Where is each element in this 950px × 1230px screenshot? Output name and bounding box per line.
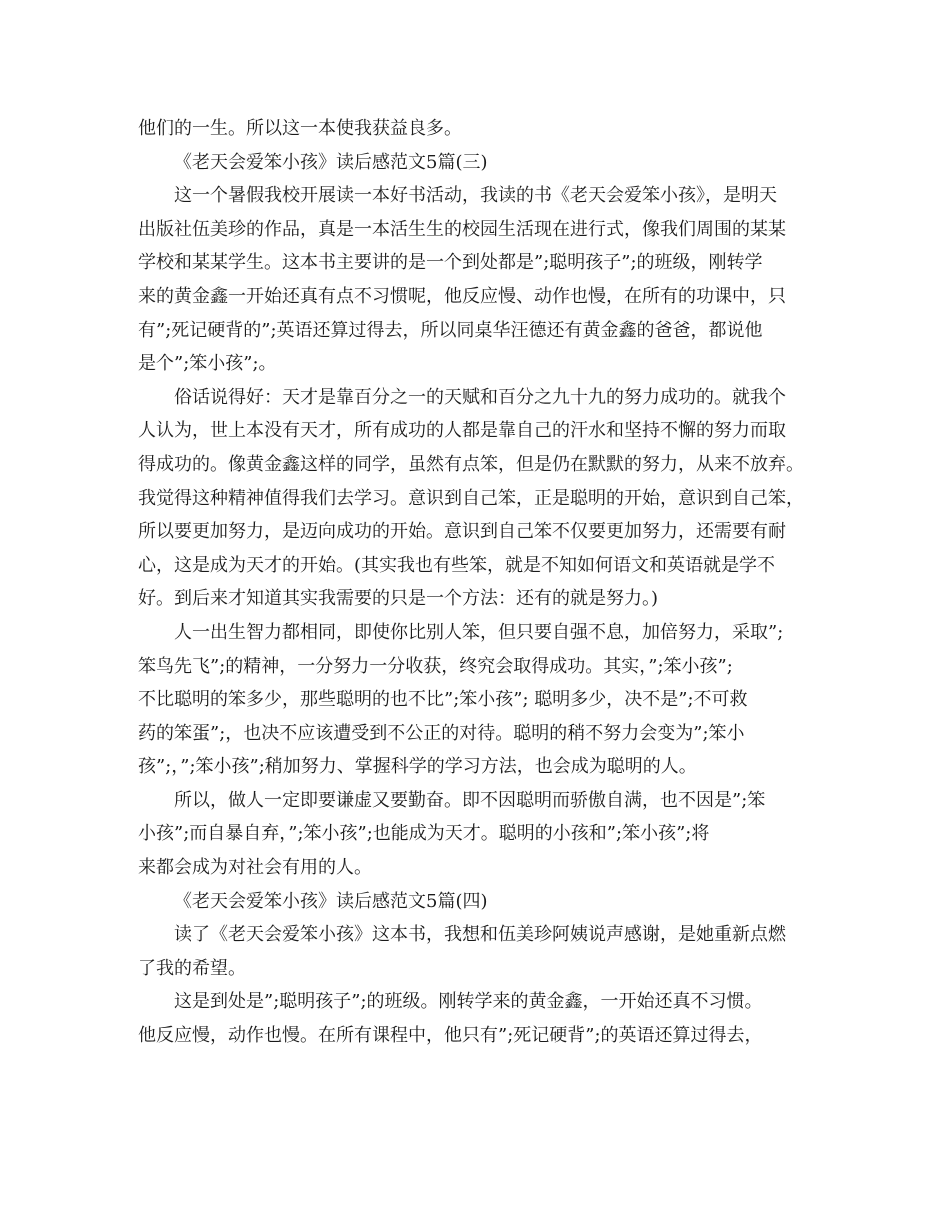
text-line: 孩”;，”;笨小孩”;稍加努力、掌握科学的学习方法，也会成为聪明的人。 xyxy=(138,756,697,778)
text-line: 俗话说得好：天才是靠百分之一的天赋和百分之九十九的努力成功的。就我个 xyxy=(174,386,786,408)
text-line: 有”;死记硬背的”;英语还算过得去，所以同桌华汪德还有黄金鑫的爸爸，都说他 xyxy=(138,319,763,341)
text-line: 好。到后来才知道其实我需要的只是一个方法：还有的就是努力。) xyxy=(138,588,659,610)
text-line: 小孩”;而自暴自弃，”;笨小孩”;也能成为天才。聪明的小孩和”;笨小孩”;将 xyxy=(138,823,710,845)
document-body xyxy=(138,112,814,1053)
text-line: 来都会成为对社会有用的人。 xyxy=(138,857,372,879)
text-line: 心，这是成为天才的开始。(其实我也有些笨，就是不知如何语文和英语就是学不 xyxy=(138,554,776,576)
text-line: 是个”;笨小孩”;。 xyxy=(138,353,277,375)
text-line: 药的笨蛋”;，也决不应该遭受到不公正的对待。聪明的稍不努力会变为”;笨小 xyxy=(138,722,745,744)
text-line: 这一个暑假我校开展读一本好书活动，我读的书《老天会爱笨小孩》，是明天 xyxy=(174,185,777,207)
text-line: 所以，做人一定即要谦虚又要勤奋。即不因聪明而骄傲自满，也不因是”;笨 xyxy=(174,789,766,811)
text-line: 人一出生智力都相同，即使你比别人笨，但只要自强不息，加倍努力，采取”; xyxy=(174,621,784,643)
text-line: 我觉得这种精神值得我们去学习。意识到自己笨，正是聪明的开始，意识到自己笨， xyxy=(138,487,804,509)
text-line: 人认为，世上本没有天才，所有成功的人都是靠自己的汗水和坚持不懈的努力而取 xyxy=(138,420,786,442)
section-heading: 《老天会爱笨小孩》读后感范文5篇(四) xyxy=(174,890,488,912)
text-line: 了我的希望。 xyxy=(138,957,246,979)
text-line: 他反应慢，动作也慢。在所有课程中，他只有”;死记硬背”;的英语还算过得去， xyxy=(138,1025,763,1047)
section-heading: 《老天会爱笨小孩》读后感范文5篇(三) xyxy=(174,151,488,173)
text-line: 这是到处是”;聪明孩子”;的班级。刚转学来的黄金鑫，一开始还真不习惯。 xyxy=(174,991,763,1013)
text-line: 得成功的。像黄金鑫这样的同学，虽然有点笨，但是仍在默默的努力，从来不放弃。 xyxy=(138,453,804,475)
text-line: 学校和某某学生。这本书主要讲的是一个到处都是”;聪明孩子”;的班级，刚转学 xyxy=(138,252,763,274)
text-line: 读了《老天会爱笨小孩》这本书，我想和伍美珍阿姨说声感谢，是她重新点燃 xyxy=(174,924,786,946)
text-line: 他们的一生。所以这一本使我获益良多。 xyxy=(138,118,462,139)
text-line: 不比聪明的笨多少，那些聪明的也不比”;笨小孩”; 聪明多少，决不是”;不可救 xyxy=(138,689,748,711)
text-line: 出版社伍美珍的作品，真是一本活生生的校园生活现在进行式，像我们周围的某某 xyxy=(138,218,786,240)
text-line: 所以要更加努力，是迈向成功的开始。意识到自己笨不仅要更加努力，还需要有耐 xyxy=(138,521,786,543)
text-line: 笨鸟先飞”;的精神，一分努力一分收获，终究会取得成功。其实，”;笨小孩”; xyxy=(138,655,733,677)
text-line: 来的黄金鑫一开始还真有点不习惯呢，他反应慢、动作也慢，在所有的功课中，只 xyxy=(138,285,786,307)
